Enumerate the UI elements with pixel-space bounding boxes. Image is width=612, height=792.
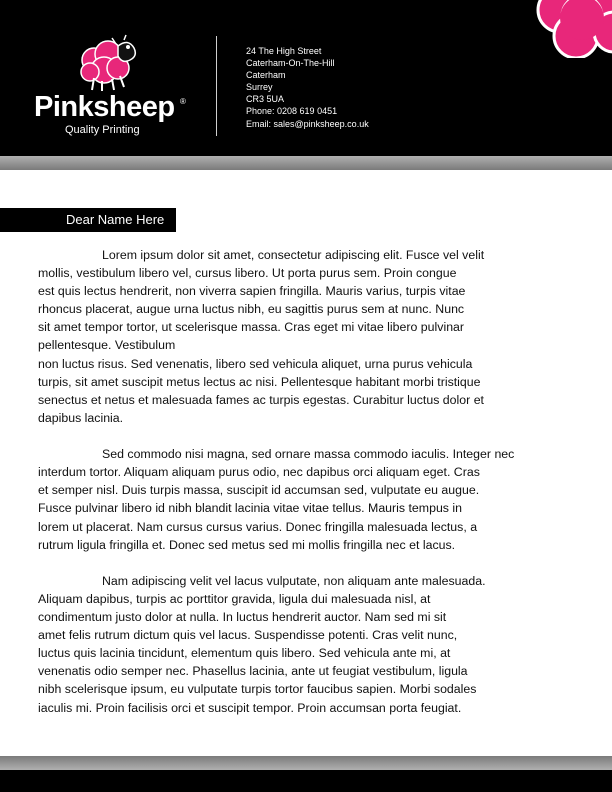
letter-line: non luctus risus. Sed venenatis, libero sed vehicula aliquet, urna purus vehicula <box>38 356 473 371</box>
letter-line: Lorem ipsum dolor sit amet, consectetur adipiscing elit. Fusce vel velit <box>102 248 485 262</box>
letterhead-footer <box>0 770 612 792</box>
letter-line: condimentum justo dolor at nulla. In luctus hendrerit auctor. Nam sed mi sit <box>38 610 447 625</box>
address-line: Caterham <box>246 70 286 81</box>
email-line: Email: sales@pinksheep.co.uk <box>246 118 369 129</box>
letter-line: Nam adipiscing velit vel lacus vulputate, non aliquam ante malesuada. <box>102 573 486 588</box>
phone-line: Phone: 0208 619 0451 <box>246 106 338 117</box>
letter-line: rutrum ligula fringilla et. Donec sed metus sed mi mollis fringilla nec et lacus. <box>38 537 456 552</box>
brand-name: Pinksheep <box>34 91 175 123</box>
letter-line: Sed commodo nisi magna, sed ornare massa commodo iaculis. Integer nec <box>102 447 515 462</box>
letter-line: venenatis odio semper nec. Phasellus lacinia, ante ut feugiat vestibulum, ligula <box>38 664 468 679</box>
address-line: Caterham-On-The-Hill <box>246 58 335 69</box>
letter-line: amet felis rutrum dictum quis vel lacus. Suspendisse potenti. Cras velit nunc, <box>38 628 458 643</box>
letter-line: senectus et netus et malesuada fames ac turpis egestas. Curabitur luctus dolor et <box>38 392 484 407</box>
letter-line: luctus quis lacinia tincidunt, elementum quis libero. Sed vehicula ante mi, at <box>38 646 451 661</box>
letter-line: dapibus lacinia. <box>38 410 124 425</box>
letter-line: lorem ut placerat. Nam cursus cursus varius. Donec fringilla malesuada lectus, a <box>38 519 478 534</box>
brand-tagline: Quality Printing <box>65 124 140 136</box>
letter-body <box>38 246 578 735</box>
letter-paragraph <box>38 572 578 717</box>
letter-line: mollis, vestibulum libero vel, cursus libero. Ut porta purus sem. Proin congue <box>38 266 457 281</box>
letter-line: nibh scelerisque ipsum, eu vulputate turpis tortor faucibus sapien. Morbi sodales <box>38 682 477 697</box>
letter-line: interdum tortor. Aliquam aliquam purus odio, nec dapibus orci aliquam eget. Cras <box>38 465 480 480</box>
letter-line: iaculis mi. Proin facilisis orci et suscipit tempor. Proin accumsan porta feugiat. <box>38 700 462 715</box>
letter-line: sit amet tempor tortor, ut scelerisque massa. Cras eget mi vitae libero pulvinar <box>38 320 465 335</box>
registered-mark: ® <box>180 97 186 106</box>
letter-line: rhoncus placerat, augue urna luctus nibh, eu sagittis purus sem at nunc. Nunc <box>38 302 465 317</box>
footer-grey-band <box>0 756 612 770</box>
letter-line: pellentesque. Vestibulum <box>38 338 176 353</box>
header-divider <box>216 36 217 136</box>
sheep-logo-icon <box>78 34 140 92</box>
letterhead-header <box>0 0 612 156</box>
address-block <box>246 45 369 130</box>
address-line: CR3 5UA <box>246 94 285 105</box>
letter-line: Fusce pulvinar libero id nibh blandit lacinia vitae vitae tellus. Mauris tempus in <box>38 501 463 516</box>
letter-line: Aliquam dapibus, turpis ac porttitor gravida, ligula dui malesuada nisl, at <box>38 591 431 606</box>
letter-line: est quis lectus hendrerit, non viverra sapien fringilla. Mauris varius, turpis vitae <box>38 284 466 299</box>
address-line: 24 The High Street <box>246 46 322 56</box>
address-line: Surrey <box>246 82 273 93</box>
header-grey-band <box>0 156 612 170</box>
letter-paragraph <box>38 246 578 427</box>
salutation-bar: Dear Name Here <box>0 208 176 232</box>
letter-paragraph <box>38 445 578 554</box>
pink-flower-decoration <box>532 0 612 58</box>
letter-line: turpis, sit amet suscipit metus lectus ac nisi. Pellentesque habitant morbi tristique <box>38 374 481 389</box>
letter-line: et semper nisl. Duis turpis massa, suscipit id accumsan sed, vulputate eu augue. <box>38 483 480 498</box>
